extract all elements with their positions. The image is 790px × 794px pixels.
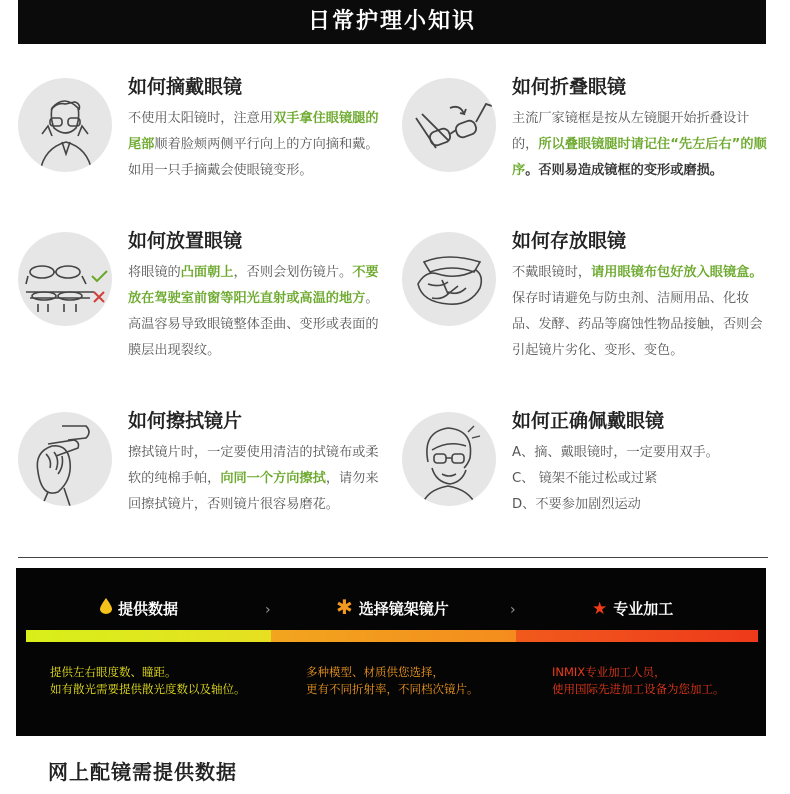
highlight-text: 凸面朝上 — [180, 265, 234, 280]
tip-body — [128, 260, 390, 364]
step-description-3 — [552, 664, 725, 698]
step-label: 选择镜架镜片 — [358, 600, 449, 618]
body-text: ，否则会划伤镜片。 — [233, 265, 353, 280]
tip-line: A、摘、戴眼镜时，一定要用双手。 — [512, 445, 719, 460]
body-text: 不使用太阳镜时，注意用 — [128, 111, 274, 126]
drop-icon — [100, 598, 112, 618]
step-label: 提供数据 — [118, 600, 179, 618]
glasses-placement-icon — [18, 232, 112, 326]
section-divider — [18, 557, 768, 558]
process-panel — [16, 568, 766, 736]
tip-title: 如何存放眼镜 — [512, 230, 627, 252]
section-title: 网上配镜需提供数据 — [48, 760, 237, 784]
asterisk-icon: ✱ — [336, 595, 353, 619]
step-line: 提供左右眼度数、瞳距。 — [50, 665, 177, 679]
tip-wear-glasses — [18, 72, 398, 202]
body-text: 不戴眼镜时， — [512, 265, 592, 280]
body-text: 保存时请避免与防虫剂、洁厕用品、化妆品、发酵、药品等腐蚀性物品接触，否则会引起镜片劣化、变形、变色。 — [512, 291, 763, 358]
tip-body — [128, 106, 390, 184]
step-line: INMIX专业加工人员， — [552, 665, 666, 679]
step-professional-processing — [592, 598, 673, 622]
tip-wear-correctly — [402, 406, 782, 536]
body-text: 擦拭镜片时，一定要使用清洁的拭镜布或柔软的纯棉手帕， — [128, 445, 379, 486]
body-text: 主流厂家镜框是按从左镜腿开始折叠设计的， — [512, 111, 750, 152]
tip-place-glasses — [18, 226, 398, 356]
highlight-text: 请用眼镜布包好放入眼镜盒。 — [591, 265, 763, 280]
step-select-frame — [336, 595, 449, 622]
highlight-text: 向同一个方向擦拭 — [220, 471, 326, 486]
tip-fold-glasses — [402, 72, 782, 202]
folding-glasses-icon — [402, 78, 496, 172]
step-progress-bar-2 — [271, 630, 516, 642]
step-line: 如有散光需要提供散光度数以及轴位。 — [50, 682, 246, 696]
chevron-right-icon: › — [510, 602, 516, 618]
body-text: 顺着脸颊两侧平行向上的方向摘和戴。如用一只手摘戴会使眼镜变形。 — [128, 137, 379, 178]
highlight-text: 不要放在驾驶室前窗等阳光直射或高温的地方 — [128, 265, 379, 306]
tip-title: 如何折叠眼镜 — [512, 76, 627, 98]
tip-clean-lenses — [18, 406, 398, 536]
step-line: 更有不同折射率，不同档次镜片。 — [306, 682, 479, 696]
tip-title: 如何摘戴眼镜 — [128, 76, 243, 98]
tip-title: 如何正确佩戴眼镜 — [512, 410, 665, 432]
tip-body — [512, 260, 774, 364]
star-icon: ★ — [592, 599, 608, 619]
tip-title: 如何放置眼镜 — [128, 230, 243, 252]
tip-body — [512, 440, 774, 518]
tip-body — [128, 440, 390, 518]
glasses-case-icon — [402, 232, 496, 326]
step-progress-bar-3 — [516, 630, 758, 642]
tip-line: C、 镜架不能过松或过紧 — [512, 471, 658, 486]
man-wearing-glasses-icon — [18, 78, 112, 172]
chevron-right-icon: › — [265, 602, 271, 618]
step-progress-bar-1 — [26, 630, 271, 642]
highlight-text: 双手拿住眼镜腿的尾部 — [128, 111, 379, 152]
step-description-1 — [50, 664, 246, 698]
woman-with-glasses-icon — [402, 412, 496, 506]
cleaning-lens-hands-icon — [18, 412, 112, 506]
body-text: 。高温容易导致眼镜整体歪曲、变形或表面的膜层出现裂纹。 — [128, 291, 379, 358]
step-line: 多种模型、材质供您选择， — [306, 665, 444, 679]
tip-line: D、不要参加剧烈运动 — [512, 497, 641, 512]
tip-store-glasses — [402, 226, 782, 356]
tip-title: 如何擦拭镜片 — [128, 410, 243, 432]
highlight-text: 所以叠眼镜腿时请记住“先左后右”的顺序 — [512, 137, 767, 178]
step-description-2 — [306, 664, 479, 698]
step-label: 专业加工 — [613, 600, 674, 618]
step-line: 使用国际先进加工设备为您加工。 — [552, 682, 725, 696]
highlight-text: 。否则易造成镜框的变形或磨损。 — [525, 163, 723, 178]
page-banner-title: 日常护理小知识 — [18, 0, 766, 44]
tip-body — [512, 106, 774, 184]
body-text: ，请勿来回擦拭镜片，否则镜片很容易磨花。 — [128, 471, 379, 512]
body-text: 将眼镜的 — [128, 265, 181, 280]
step-provide-data — [100, 598, 178, 622]
